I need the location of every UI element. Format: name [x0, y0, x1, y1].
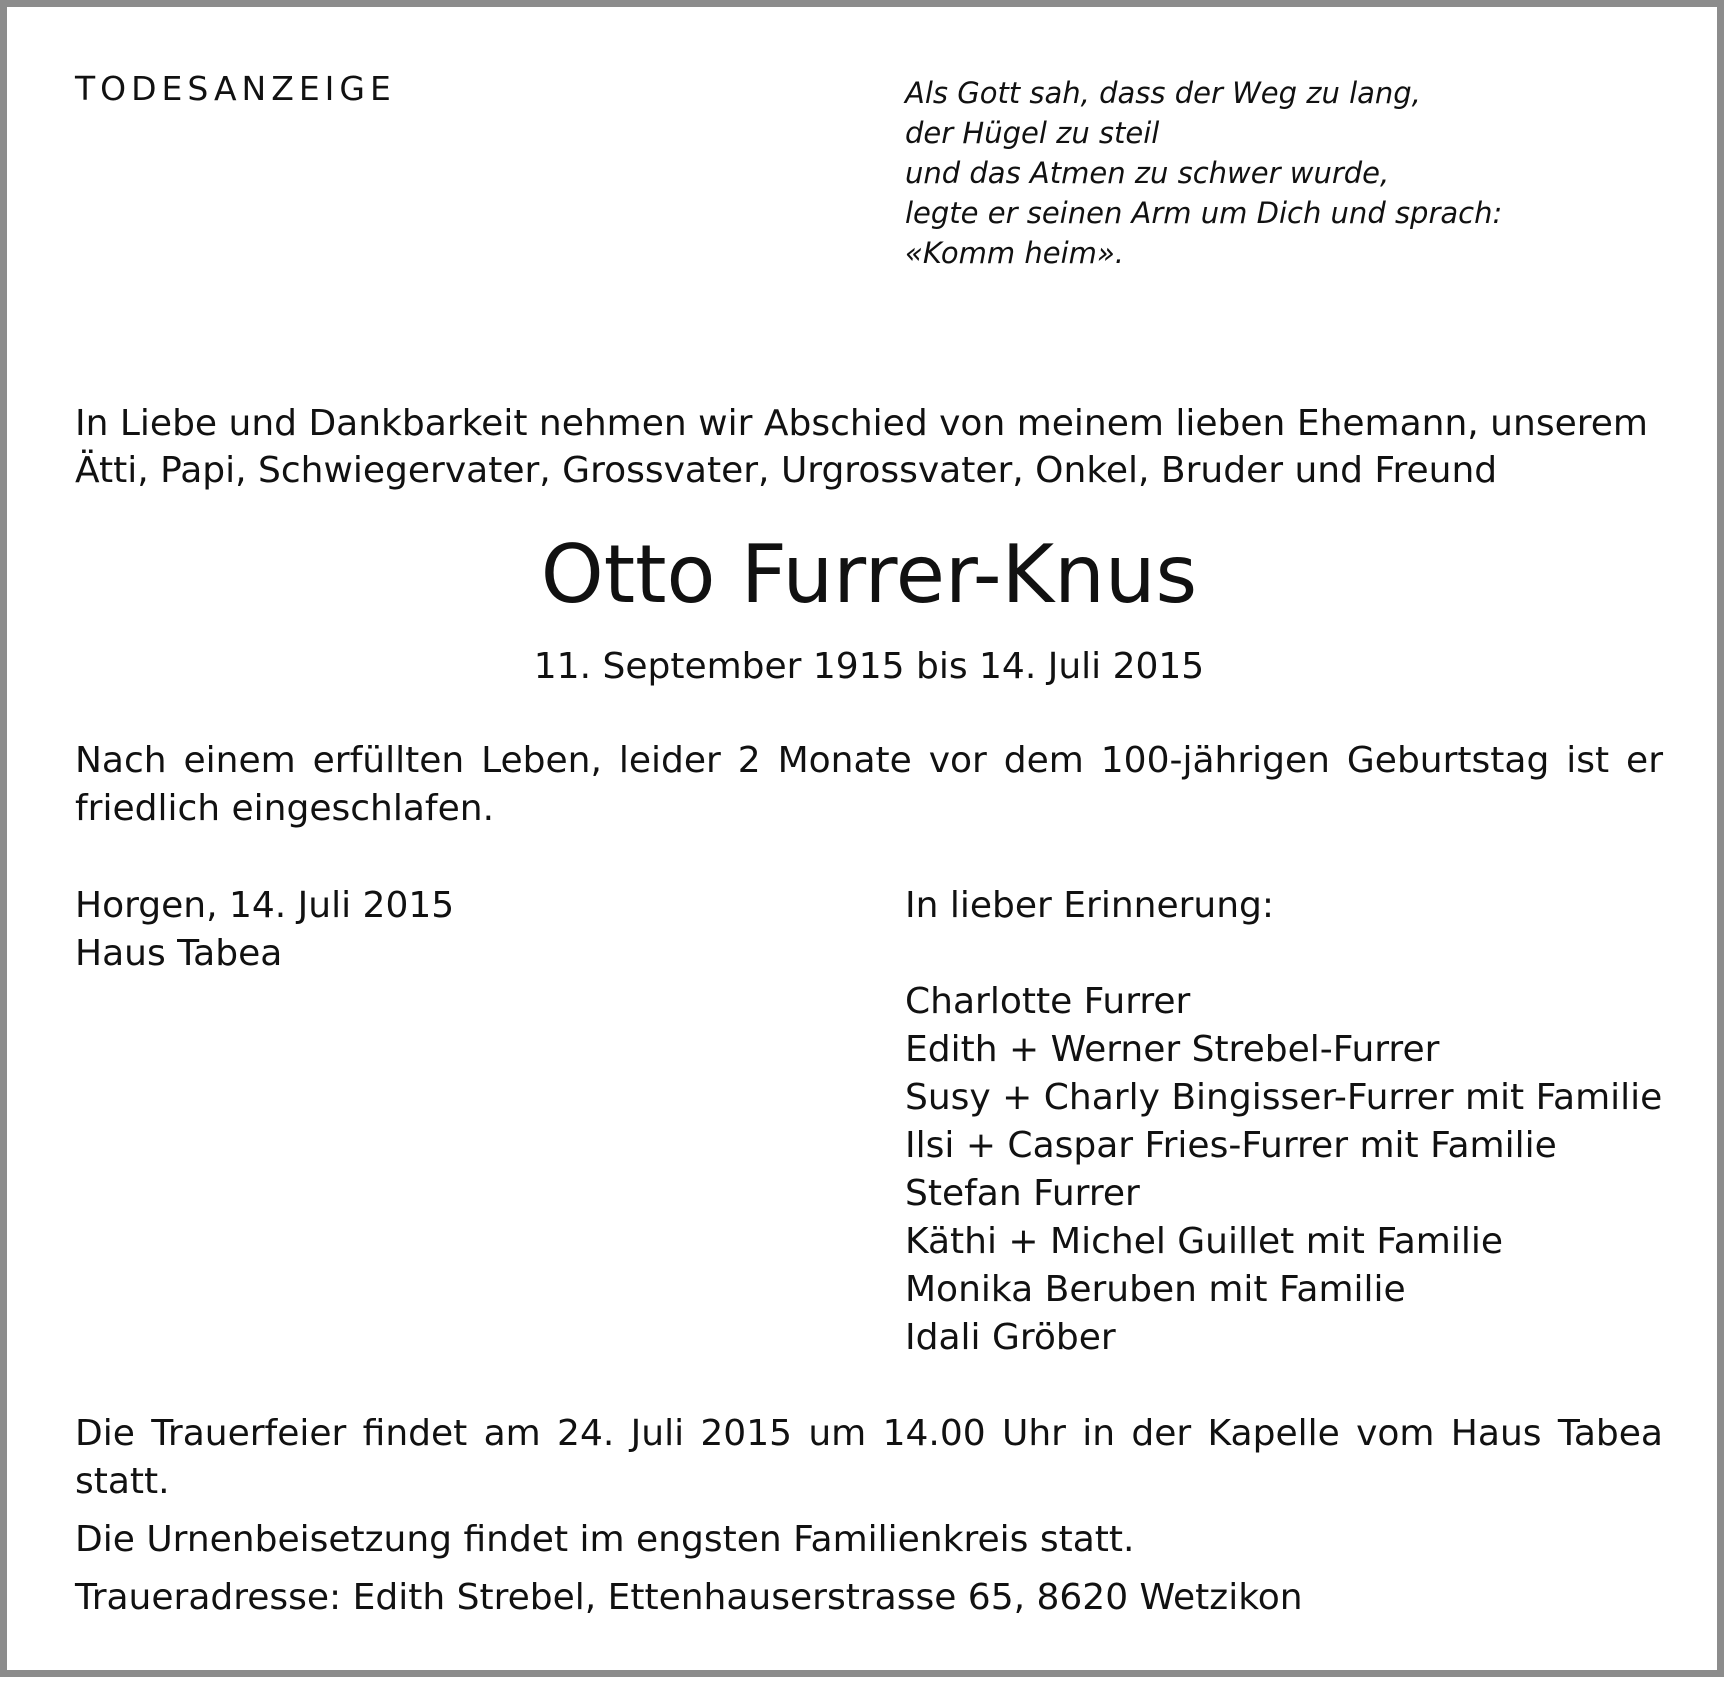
mourner-name: Käthi + Michel Guillet mit Familie — [905, 1221, 1504, 1262]
ceremony-paragraph — [75, 1410, 1663, 1506]
poem-line: «Komm heim». — [905, 236, 1124, 270]
mourner-name: Monika Beruben mit Familie — [905, 1269, 1406, 1310]
life-dates: 11. September 1915 bis 14. Juli 2015 — [533, 646, 1205, 687]
intro-line: In Liebe und Dankbarkeit nehmen wir Abschied von meinem lieben Ehemann, unserem — [75, 403, 1648, 444]
intro-line: Ätti, Papi, Schwiegervater, Grossvater, Urgrossvater, Onkel, Bruder und Freund — [75, 450, 1498, 491]
mourner-name: Edith + Werner Strebel-Furrer — [905, 1029, 1440, 1070]
poem-line: der Hügel zu steil — [905, 116, 1160, 150]
mourners-list — [905, 882, 1663, 1362]
intro-paragraph — [75, 400, 1663, 494]
burial-note: Die Urnenbeisetzung findet im engsten Familienkreis statt. — [75, 1519, 1135, 1560]
mourner-name: Idali Gröber — [905, 1317, 1116, 1358]
city-date: Horgen, 14. Juli 2015 — [75, 885, 455, 926]
deceased-name: Otto Furrer-Knus — [540, 528, 1198, 621]
poem-line: und das Atmen zu schwer wurde, — [905, 156, 1390, 190]
mourner-name: Stefan Furrer — [905, 1173, 1140, 1214]
memorial-poem — [905, 73, 1663, 273]
death-notice — [75, 7, 1663, 1684]
mourner-name: Charlotte Furrer — [905, 981, 1191, 1022]
place-and-date — [75, 882, 835, 978]
mourners-heading: In lieber Erinnerung: — [905, 885, 1275, 926]
tribute-paragraph — [75, 737, 1663, 833]
tribute-line: friedlich eingeschlafen. — [75, 788, 495, 829]
poem-line: Als Gott sah, dass der Weg zu lang, — [905, 76, 1421, 110]
poem-line: legte er seinen Arm um Dich und sprach: — [905, 196, 1503, 230]
ceremony-line: statt. — [75, 1461, 170, 1502]
ceremony-line: Die Trauerfeier findet am 24. Juli 2015 um 14.00 Uhr in der Kapelle vom Haus Tabea — [75, 1413, 1663, 1454]
mourner-name: Ilsi + Caspar Fries-Furrer mit Familie — [905, 1125, 1557, 1166]
mourner-name: Susy + Charly Bingisser-Furrer mit Familie — [905, 1077, 1663, 1118]
mourning-address: Traueradresse: Edith Strebel, Ettenhauserstrasse 65, 8620 Wetzikon — [75, 1577, 1303, 1618]
notice-type-label: TODESANZEIGE — [75, 69, 396, 108]
tribute-line: Nach einem erfüllten Leben, leider 2 Monate vor dem 100-jährigen Geburtstag ist er — [75, 740, 1663, 781]
residence: Haus Tabea — [75, 933, 283, 974]
